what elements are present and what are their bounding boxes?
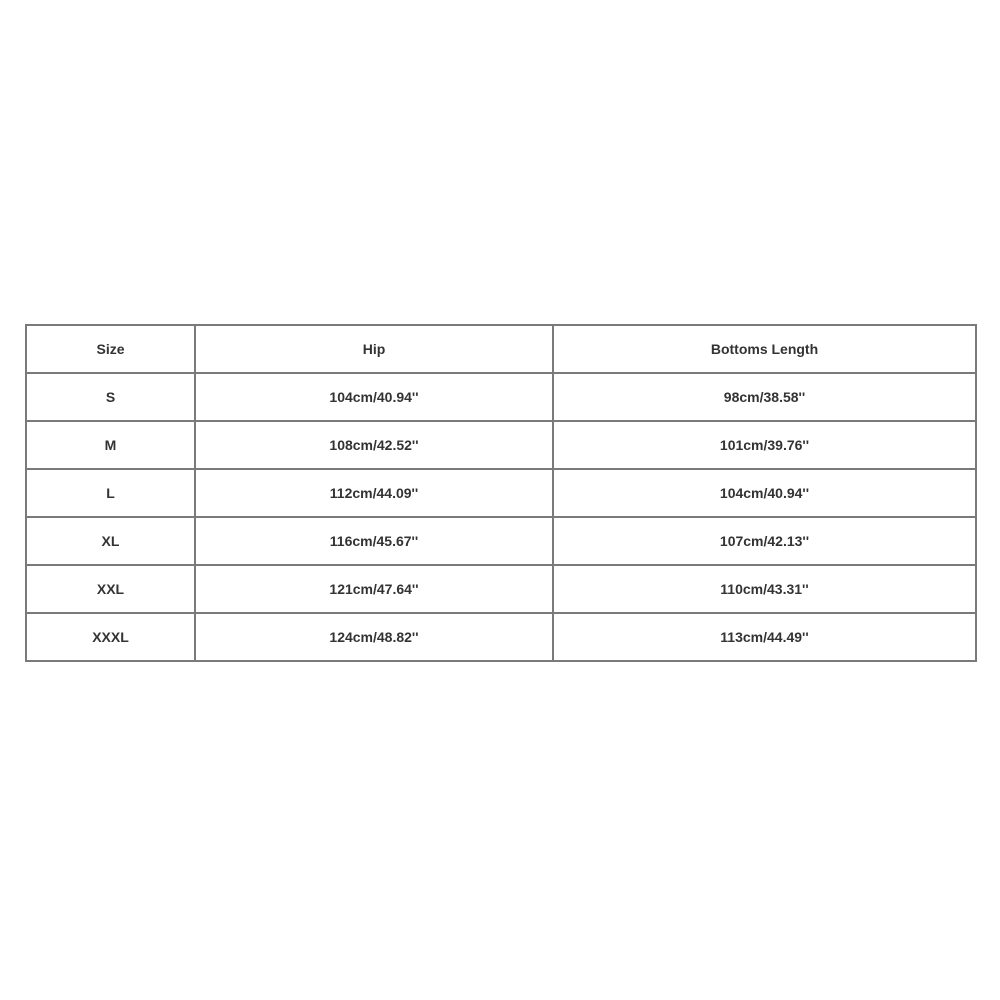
table-row [26, 517, 976, 565]
hip-cell: 116cm/45.67'' [195, 517, 553, 565]
table-row [26, 373, 976, 421]
bottoms-length-cell: 104cm/40.94'' [553, 469, 976, 517]
table-row [26, 565, 976, 613]
size-cell: XL [26, 517, 195, 565]
hip-cell: 112cm/44.09'' [195, 469, 553, 517]
table-row [26, 469, 976, 517]
header-hip: Hip [195, 325, 553, 373]
header-size: Size [26, 325, 195, 373]
bottoms-length-cell: 101cm/39.76'' [553, 421, 976, 469]
size-cell: M [26, 421, 195, 469]
size-cell: L [26, 469, 195, 517]
table-header-row [26, 325, 976, 373]
header-bottoms-length: Bottoms Length [553, 325, 976, 373]
bottoms-length-cell: 110cm/43.31'' [553, 565, 976, 613]
bottoms-length-cell: 107cm/42.13'' [553, 517, 976, 565]
size-cell: XXL [26, 565, 195, 613]
hip-cell: 104cm/40.94'' [195, 373, 553, 421]
size-cell: S [26, 373, 195, 421]
hip-cell: 124cm/48.82'' [195, 613, 553, 661]
size-cell: XXXL [26, 613, 195, 661]
table-row [26, 421, 976, 469]
bottoms-length-cell: 113cm/44.49'' [553, 613, 976, 661]
hip-cell: 121cm/47.64'' [195, 565, 553, 613]
size-chart-table [25, 324, 977, 662]
table-row [26, 613, 976, 661]
hip-cell: 108cm/42.52'' [195, 421, 553, 469]
bottoms-length-cell: 98cm/38.58'' [553, 373, 976, 421]
